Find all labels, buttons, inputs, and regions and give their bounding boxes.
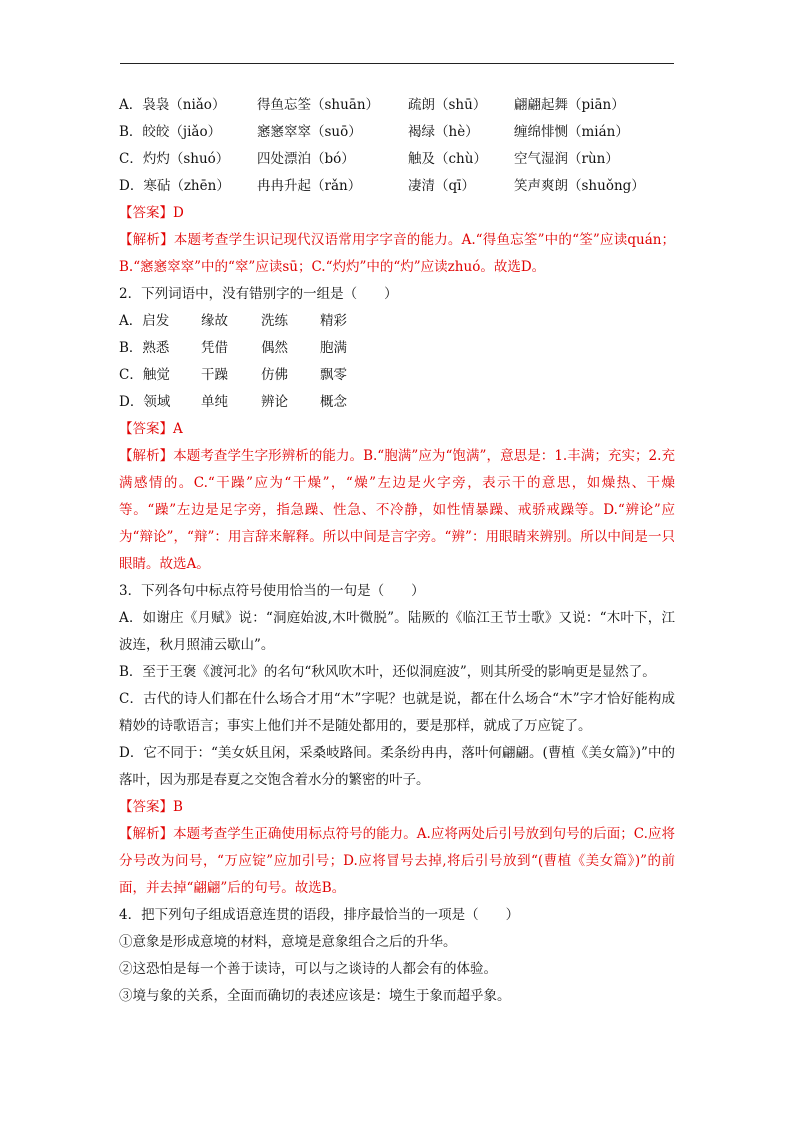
option-word: 凭借 (201, 340, 228, 356)
document-body (119, 92, 675, 1010)
q4-item-1: ①意象是形成意境的材料，意境是意象组合之后的升华。 (119, 934, 457, 950)
option-word: A．袅袅（niǎo） (119, 97, 226, 113)
q4-item-3: ③境与象的关系，全面而确切的表述应该是：境生于象而超乎象。 (119, 988, 511, 1004)
q4-item-2: ②这恐怕是每一个善于读诗，可以与之谈诗的人都会有的体验。 (119, 961, 497, 977)
option-word: 概念 (320, 394, 347, 410)
option-word: 凄清（qī） (408, 178, 475, 194)
option-word: 胞满 (320, 340, 347, 356)
option-word: 褐绿（hè） (408, 124, 479, 140)
option-word: 冉冉升起（rǎn） (257, 178, 362, 194)
q2-option-a (119, 308, 675, 335)
q3-option-a: A．如谢庄《月赋》说：“洞庭始波,木叶微脱”。陆厥的《临江王节士歌》又说：“木叶下，江波连，秋月照浦云歇山”。 (119, 610, 675, 653)
option-word: 偶然 (261, 340, 288, 356)
option-word: 辨论 (261, 394, 288, 410)
option-word: 精彩 (320, 313, 347, 329)
q1-option-a (119, 92, 675, 119)
q3-stem: 3．下列各句中标点符号使用恰当的一句是（ ） (119, 583, 425, 599)
q1-option-c (119, 146, 675, 173)
option-word: B．熟悉 (119, 340, 170, 356)
q3-option-d: D．它不同于：“美女妖且闲，采桑岐路间。柔条纷冉冉，落叶何翩翩。(曹植《美女篇》)”中的落叶，因为那是春夏之交饱含着水分的繁密的叶子。 (119, 745, 675, 788)
q1-answer: 【答案】D (119, 205, 184, 221)
q1-option-b (119, 119, 675, 146)
option-word: A．启发 (119, 313, 170, 329)
q1-analysis: 【解析】本题考查学生识记现代汉语常用字字音的能力。A.“得鱼忘筌”中的“筌”应读quán；B.“窸窸窣窣”中的“窣”应读sū；C.“灼灼”中的“灼”应读zhuó。故选D。 (119, 232, 675, 275)
header-rule (120, 63, 674, 64)
option-word: 四处漂泊（bó） (257, 151, 355, 167)
q2-option-b (119, 335, 675, 362)
option-word: 飘零 (320, 367, 347, 383)
option-word: 空气湿润（rùn） (514, 151, 619, 167)
option-word: 缠绵悱恻（mián） (514, 124, 629, 140)
option-word: 洗练 (261, 313, 288, 329)
q2-stem: 2．下列词语中，没有错别字的一组是（ ） (119, 286, 398, 302)
q2-analysis: 【解析】本题考查学生字形辨析的能力。B.“胞满”应为“饱满”，意思是：1.丰满；充实；2.充满感情的。C.“干躁”应为“干燥”，“燥”左边是火字旁，表示干的意思，如燥热、干燥等。“躁”左边是足字旁，指急躁、性急、不冷静，如性情暴躁、戒骄戒躁等。D.“辨论”应为“辩论”，“辩”：用言辞来解释。所以中间是言字旁。“辨”：用眼睛来辨别。所以中间是一只眼睛。故选A。 (119, 448, 675, 572)
q2-option-c (119, 362, 675, 389)
option-word: 缘故 (201, 313, 228, 329)
option-word: 仿佛 (261, 367, 288, 383)
option-word: D．寒砧（zhēn） (119, 178, 230, 194)
option-word: B．皎皎（jiǎo） (119, 124, 222, 140)
q3-analysis: 【解析】本题考查学生正确使用标点符号的能力。A.应将两处后引号放到句号的后面；C.应将分号改为问号，“万应锭”应加引号；D.应将冒号去掉,将后引号放到“(曹植《美女篇》)”的前面，并去掉“翩翩”后的句号。故选B。 (119, 826, 675, 896)
option-word: 单纯 (201, 394, 228, 410)
option-word: 干躁 (201, 367, 228, 383)
q1-option-d (119, 173, 675, 200)
option-word: D．领域 (119, 394, 171, 410)
option-word: C．触觉 (119, 367, 170, 383)
q3-option-b: B．至于王褒《渡河北》的名句“秋风吹木叶，还似洞庭波”，则其所受的影响更是显然了。 (119, 664, 656, 680)
q2-answer: 【答案】A (119, 421, 183, 437)
option-word: 窸窸窣窣（suō） (257, 124, 362, 140)
option-word: 笑声爽朗（shuǒng） (514, 178, 645, 194)
q3-answer: 【答案】B (119, 799, 183, 815)
option-word: C．灼灼（shuó） (119, 151, 230, 167)
q3-option-c: C．古代的诗人们都在什么场合才用“木”字呢？也就是说，都在什么场合“木”字才恰好能构成精妙的诗歌语言；事实上他们并不是随处都用的，要是那样，就成了万应锭了。 (119, 691, 675, 734)
option-word: 触及（chù） (408, 151, 487, 167)
option-word: 翩翩起舞（piān） (514, 97, 625, 113)
q2-option-d (119, 389, 675, 416)
q4-stem: 4．把下列句子组成语意连贯的语段，排序最恰当的一项是（ ） (119, 907, 520, 923)
option-word: 疏朗（shū） (408, 97, 487, 113)
option-word: 得鱼忘筌（shuān） (257, 97, 380, 113)
